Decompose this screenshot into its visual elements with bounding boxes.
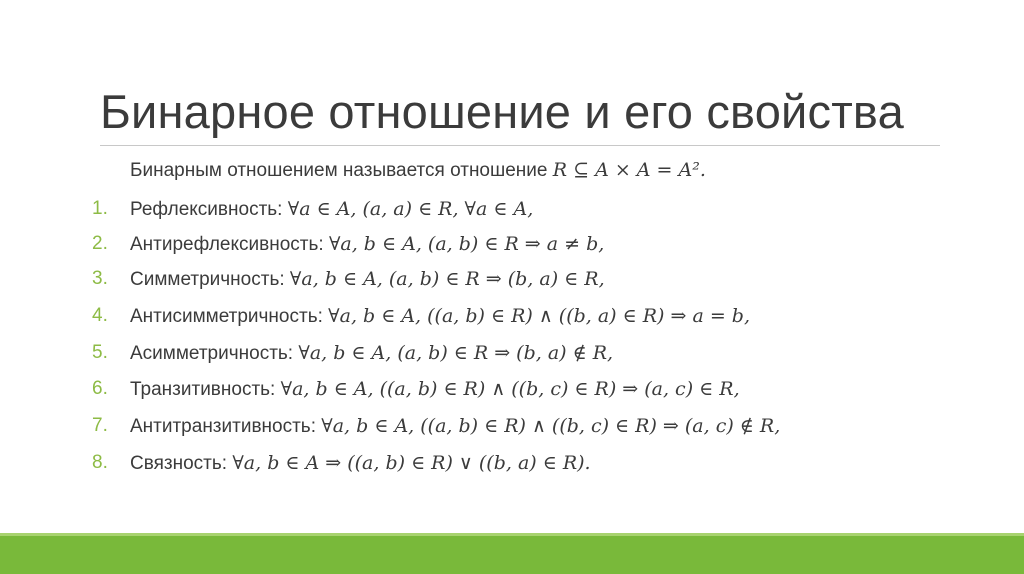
item-formula: ∀a, b ∈ A, ((a, b) ∈ R) ∧ ((b, c) ∈ R) ⇒ (a, c) ∈ R, (280, 378, 740, 400)
item-formula: ∀a, b ∈ A ⇒ ((a, b) ∈ R) ∨ ((b, a) ∈ R). (232, 452, 591, 474)
item-label: Антитранзитивность: (130, 416, 322, 437)
item-number: 2. (92, 233, 108, 254)
item-text (130, 268, 605, 291)
item-number: 5. (92, 342, 108, 363)
intro-text: Бинарным отношением называется отношение (130, 160, 553, 181)
item-text (130, 305, 750, 328)
item-label: Связность: (130, 453, 233, 474)
item-formula: ∀a, b ∈ A, ((a, b) ∈ R) ∧ ((b, a) ∈ R) ⇒ a = b, (328, 305, 750, 327)
item-label: Асимметричность: (130, 343, 299, 364)
item-number: 4. (92, 305, 108, 326)
intro-line (130, 159, 706, 182)
intro-formula: R ⊆ A × A = A². (552, 159, 706, 181)
item-text (130, 452, 591, 475)
item-formula: ∀a, b ∈ A, (a, b) ∈ R ⇒ (b, a) ∉ R, (298, 342, 614, 364)
title-divider (100, 145, 940, 146)
item-text (130, 198, 533, 221)
item-text (130, 378, 740, 401)
item-number: 3. (92, 268, 108, 289)
item-text (130, 233, 604, 256)
bottom-accent-highlight (0, 533, 1024, 536)
bottom-accent-bar (0, 533, 1024, 574)
slide-title: Бинарное отношение и его свойства (100, 85, 904, 138)
item-formula: ∀a ∈ A, (a, a) ∈ R, ∀a ∈ A, (287, 198, 534, 220)
item-number: 6. (92, 378, 108, 399)
item-label: Транзитивность: (130, 379, 281, 400)
item-text (130, 342, 613, 365)
item-label: Рефлексивность: (130, 199, 288, 220)
item-label: Симметричность: (130, 269, 290, 290)
item-number: 8. (92, 452, 108, 473)
item-text (130, 415, 780, 438)
item-formula: ∀a, b ∈ A, ((a, b) ∈ R) ∧ ((b, c) ∈ R) ⇒ (a, c) ∉ R, (321, 415, 781, 437)
item-number: 1. (92, 198, 108, 219)
item-number: 7. (92, 415, 108, 436)
item-label: Антирефлексивность: (130, 234, 329, 255)
item-formula: ∀a, b ∈ A, (a, b) ∈ R ⇒ a ≠ b, (328, 233, 605, 255)
item-formula: ∀a, b ∈ A, (a, b) ∈ R ⇒ (b, a) ∈ R, (289, 268, 605, 290)
item-label: Антисимметричность: (130, 306, 329, 327)
